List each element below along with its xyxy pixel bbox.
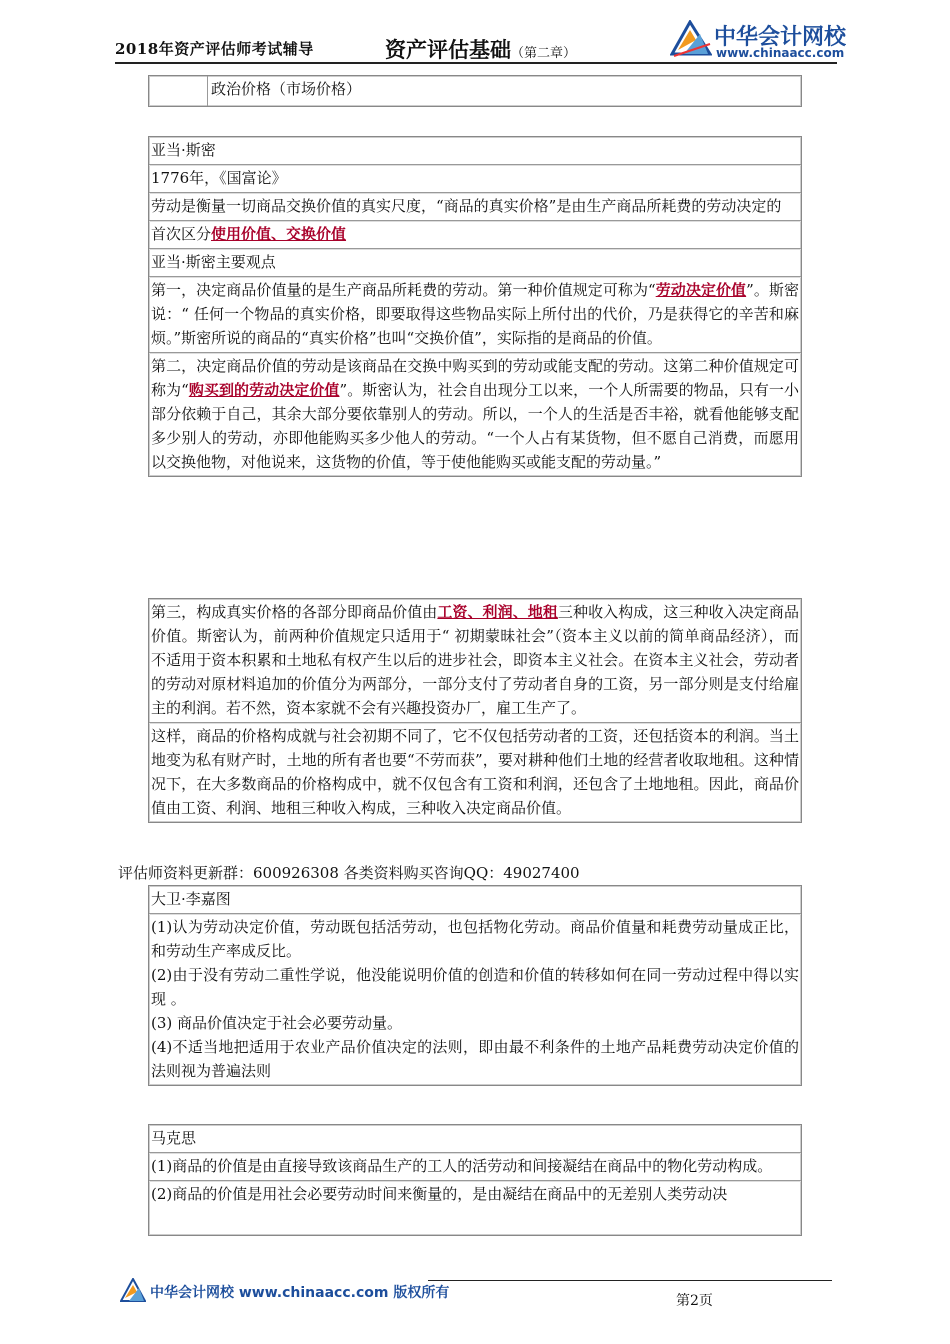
marx-name: 马克思 <box>151 1129 197 1147</box>
political-price-text: 政治价格（市场价格） <box>211 80 362 98</box>
smith-distinguish-row <box>149 221 801 249</box>
marx-point: (1)商品的价值是由直接导致该商品生产的工人的活劳动和间接凝结在商品中的物化劳动构成。 <box>151 1157 773 1175</box>
page-header <box>0 0 950 70</box>
smith-first-row <box>149 277 801 353</box>
chapter-label: （第二章） <box>511 46 577 61</box>
smith-work-row <box>149 165 801 193</box>
course-title: 资产评估基础 <box>385 37 511 62</box>
chinaacc-logo-icon <box>670 20 712 58</box>
ricardo-name: 大卫·李嘉图 <box>151 890 231 908</box>
political-price-box <box>148 75 802 107</box>
smith-fourth-row <box>149 723 801 822</box>
political-price-row <box>149 76 801 106</box>
second-highlight: 购买到的劳动决定价值 <box>188 381 340 399</box>
page-footer <box>0 1270 950 1344</box>
logo-url[interactable]: www.chinaacc.com <box>716 46 845 60</box>
adam-smith-box <box>148 136 802 477</box>
logo-name: 中华会计网校 <box>714 25 847 50</box>
smith-work: 1776年，《国富论》 <box>151 169 287 187</box>
ricardo-point: (3) 商品价值决定于社会必要劳动量。 <box>151 1014 403 1032</box>
smith-labor-measure: 劳动是衡量一切商品交换价值的真实尺度，“商品的真实价格”是由生产商品所耗费的劳动决定的 <box>151 197 782 215</box>
smith-third-row <box>149 599 801 723</box>
footer-copyright[interactable]: 中华会计网校 www.chinaacc.com 版权所有 <box>150 1285 450 1301</box>
smith-views-title-row <box>149 249 801 277</box>
ricardo-points-row <box>149 914 801 1085</box>
smith-labor-row <box>149 193 801 221</box>
first-text-a: 第一，决定商品价值量的是生产商品所耗费的劳动。第一种价值规定可称为“ <box>151 281 656 299</box>
header-course-title <box>385 34 576 64</box>
ricardo-point: (1)认为劳动决定价值，劳动既包括活劳动，也包括物化劳动。商品价值量和耗费劳动量成正比，和劳动生产率成反比。 <box>151 918 799 960</box>
marx-name-row <box>149 1125 801 1153</box>
page-number: 第2页 <box>676 1293 713 1309</box>
third-highlight: 工资、利润、地租 <box>437 603 558 621</box>
chinaacc-logo[interactable] <box>670 18 850 62</box>
distinguish-prefix: 首次区分 <box>151 225 212 243</box>
header-divider <box>115 62 837 64</box>
fourth-text: 这样，商品的价格构成就与社会初期不同了，它不仅包括劳动者的工资，还包括资本的利润。当土地变为私有财产时，土地的所有者也要“不劳而获”，要对耕种他们土地的经营者收取地租。这种情况下，在大多数商品的价格构成中，就不仅包含有工资和利润，还包含了土地地租。因此，商品价值由工资、利润、地租三种收入构成，三种收入决定商品价值。 <box>151 727 799 817</box>
cell-divider <box>207 76 208 106</box>
second-text-b: ”。斯密认为，社会自出现分工以来，一个人所需要的物品，只有一小部分依赖于自己，其余大部分要依靠别人的劳动。所以，一个人的生活是否丰裕，就看他能够支配多少别人的劳动，亦即他能购买多少他人的劳动。“一个人占有某货物，但不愿自己消费，而愿用以交换他物，对他说来，这货物的价值，等于使他能购买或能支配的劳动量。” <box>151 381 799 471</box>
first-text-b: ”。斯密说：“ 任何一个物品的真实价格，即要取得这些物品实际上所付出的代价，乃是获得它的辛苦和麻烦。”斯密所说的商品的“真实价格”也叫“交换价值”，实际指的是商品的价值。 <box>151 281 799 347</box>
second-text-a: 第二，决定商品价值的劳动是该商品在交换中购买到的劳动或能支配的劳动。这第二种价值规定可称为“ <box>151 357 799 399</box>
marx-point: (2)商品的价值是用社会必要劳动时间来衡量的，是由凝结在商品中的无差别人类劳动决 <box>151 1185 728 1203</box>
third-text-a: 第三，构成真实价格的各部分即商品价值由 <box>151 603 438 621</box>
smith-views-title: 亚当·斯密主要观点 <box>151 253 276 271</box>
ricardo-box <box>148 885 802 1086</box>
smith-name-row <box>149 137 801 165</box>
chinaacc-logo-icon <box>120 1278 146 1304</box>
first-highlight: 劳动决定价值 <box>655 281 747 299</box>
adam-smith-cont-box <box>148 598 802 823</box>
footer-divider <box>428 1280 832 1281</box>
smith-second-row <box>149 353 801 476</box>
smith-name: 亚当·斯密 <box>151 141 216 159</box>
ricardo-point: (2)由于没有劳动二重性学说，他没能说明价值的创造和价值的转移如何在同一劳动过程中得以实现 。 <box>151 966 799 1008</box>
ricardo-name-row <box>149 886 801 914</box>
contact-note: 评估师资料更新群：600926308 各类资料购买咨询QQ：49027400 <box>118 864 580 882</box>
header-exam-title: 2018年资产评估师考试辅导 <box>115 40 314 58</box>
marx-box <box>148 1124 802 1236</box>
ricardo-point: (4)不适当地把适用于农业产品价值决定的法则，即由最不利条件的土地产品耗费劳动决定价值的法则视为普遍法则 <box>151 1038 799 1080</box>
marx-point-row <box>149 1181 801 1208</box>
distinguish-highlight: 使用价值、交换价值 <box>211 225 347 243</box>
marx-point-row <box>149 1153 801 1181</box>
third-text-b: 三种收入构成，这三种收入决定商品价值。斯密认为，前两种价值规定只适用于“ 初期蒙昧社会”（资本主义以前的简单商品经济），而不适用于资本积累和土地私有权产生以后的进步社会，即资本主义社会。在资本主义社会，劳动者的劳动对原材料追加的价值分为两部分，一部分支付了劳动者自身的工资，另一部分则是支付给雇主的利润。若不然，资本家就不会有兴趣投资办厂，雇工生产了。 <box>151 603 799 717</box>
